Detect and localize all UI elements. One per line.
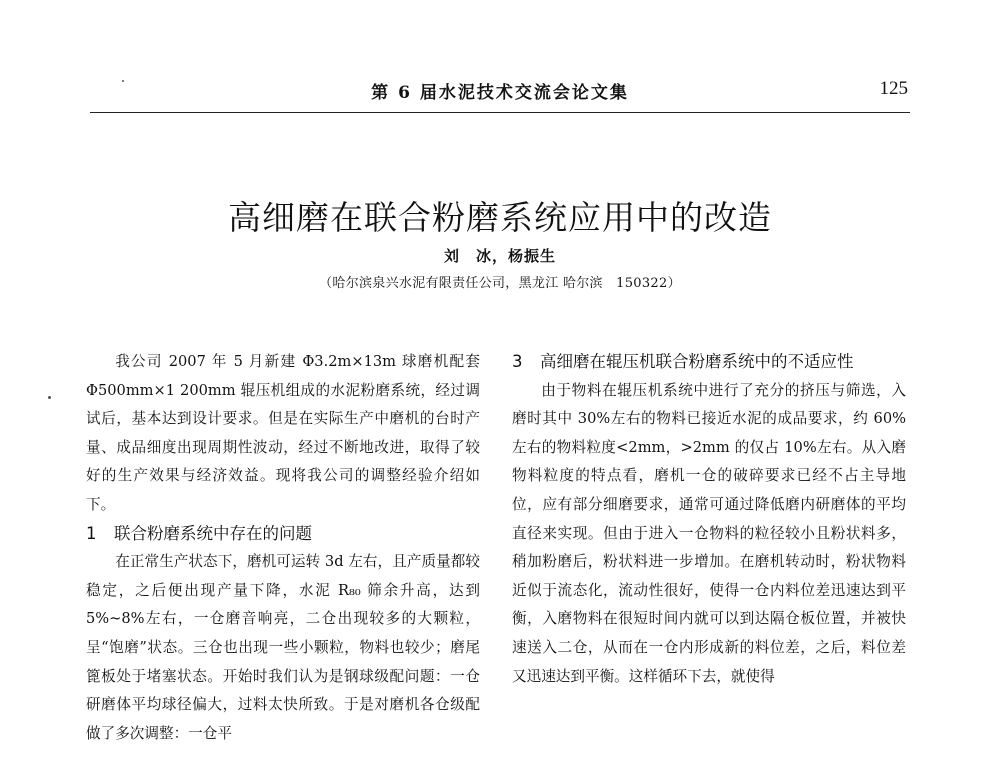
affiliation: （哈尔滨泉兴水泥有限责任公司，黑龙江 哈尔滨 150322）: [319, 276, 681, 291]
right-column: [512, 348, 906, 691]
collection-title: 第 6 届水泥技术交流会论文集: [371, 83, 629, 103]
section-1-number: 1: [86, 523, 97, 543]
page-number: 125: [879, 78, 908, 99]
scan-speck: [48, 396, 51, 399]
section-3-title: 高细磨在辊压机联合粉磨系统中的不适应性: [540, 352, 854, 371]
section-1-title: 联合粉磨系统中存在的问题: [114, 523, 312, 543]
left-column: [86, 348, 480, 748]
section-3-paragraph: 由于物料在辊压机系统中进行了充分的挤压与筛选，入磨时其中 30%左右的物料已接近水泥的成品要求，约 60%左右的物料粒度<2mm，>2mm 的仅占 10%左右。从入磨物料粒度的特点看，磨机一仓的破碎要求已经不占主导地位，应有部分细磨要求，通常可通过降低磨内研磨体的平均直径来实现。但由于进入一仓物料的粒径较小且粉状料多，稍加粉磨后，粉状料进一步增加。在磨机转动时，粉状物料近似于流态化，流动性很好，使得一仓内料位差迅速达到平衡，入磨物料在很短时间内就可以到达隔仓板位置，并被快速送入二仓，从而在一仓内形成新的料位差，之后，料位差又迅速达到平衡。这样循环下去，就使得: [512, 381, 906, 685]
intro-paragraph: 我公司 2007 年 5 月新建 Φ3.2m×13m 球磨机配套 Φ500mm×1 200mm 辊压机组成的水泥粉磨系统，经过调试后，基本达到设计要求。但是在实际生产中磨机的台时产量、成品细度出现周期性波动，经过不断地改进，取得了较好的生产效果与经济效益。现将我公司的调整经验介绍如下。: [86, 353, 480, 513]
scan-speck: [122, 80, 124, 82]
authors: 刘 冰，杨振生: [443, 247, 556, 265]
section-1-paragraph: 在正常生产状态下，磨机可运转 3d 左右，且产质量都较稳定，之后便出现产量下降，水泥 R₈₀ 筛余升高，达到 5%~8%左右，一仓磨音响亮，二仓出现较多的大颗粒，呈“饱磨”状态。三仓也出现一些小颗粒，物料也较少；磨尾篦板处于堵塞状态。开始时我们认为是钢球级配问题：一仓研磨体平均球径偏大，过料太快所致。于是对磨机各仓级配做了多次调整：一仓平: [86, 553, 480, 742]
running-header: [90, 68, 910, 112]
header-rule: [90, 112, 910, 113]
section-3-heading: [512, 348, 906, 377]
section-3-number: 3: [512, 352, 523, 371]
section-1-heading: [86, 520, 480, 549]
article-title: 高细磨在联合粉磨系统应用中的改造: [228, 198, 772, 238]
